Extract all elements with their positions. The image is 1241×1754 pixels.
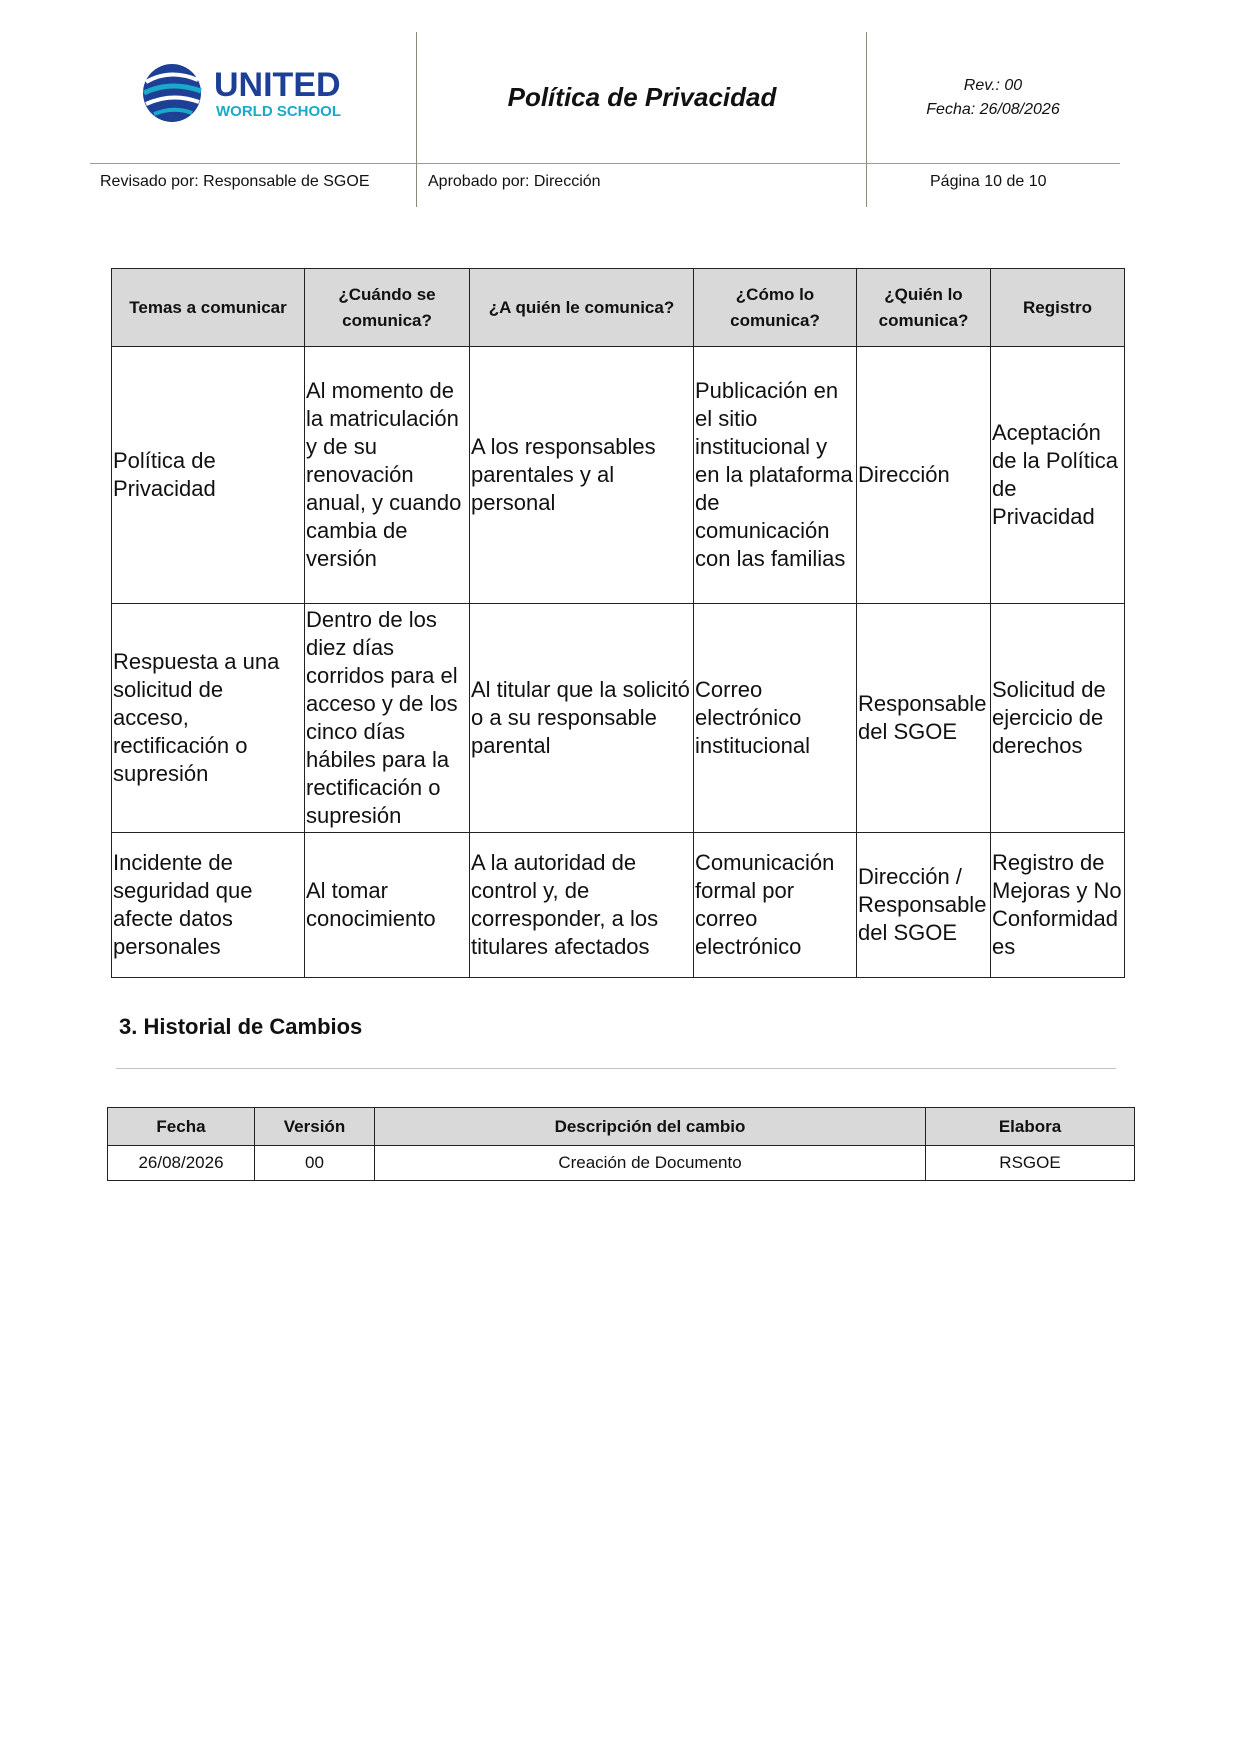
table-cell: Dirección / Responsable del SGOE: [857, 833, 991, 978]
table-cell: Dirección: [857, 347, 991, 604]
table-cell: Respuesta a una solicitud de acceso, rectificación o supresión: [112, 604, 305, 833]
table-cell: Al momento de la matriculación y de su renovación anual, y cuando cambia de versión: [305, 347, 470, 604]
approved-by: Aprobado por: Dirección: [428, 173, 601, 190]
reviewed-by: Revisado por: Responsable de SGOE: [100, 173, 370, 190]
table-cell: Responsable del SGOE: [857, 604, 991, 833]
header-cell: Versión: [255, 1108, 375, 1146]
header-cell: Descripción del cambio: [375, 1108, 926, 1146]
table-cell: Solicitud de ejercicio de derechos: [991, 604, 1125, 833]
communication-table: [111, 268, 1125, 978]
table-cell: Al tomar conocimiento: [305, 833, 470, 978]
header-cell: ¿A quién le comunica?: [470, 269, 694, 347]
history-row: [108, 1146, 1135, 1181]
table-cell: Registro de Mejoras y No Conformidades: [991, 833, 1125, 978]
header-rule: [90, 163, 1120, 164]
table-cell: Comunicación formal por correo electrónico: [694, 833, 857, 978]
globe-logo-icon: [140, 58, 370, 128]
document-title: Política de Privacidad: [507, 81, 777, 112]
history-header-row: [108, 1108, 1135, 1146]
section-rule: [116, 1068, 1116, 1069]
header-divider-right: [866, 32, 867, 207]
school-logo: [140, 58, 370, 128]
section-title: 3. Historial de Cambios: [119, 1014, 363, 1039]
logo-brand: UNITED: [214, 66, 341, 104]
header-cell: ¿Cuándo se comunica?: [305, 269, 470, 347]
table-row: [112, 604, 1125, 833]
logo-tagline: WORLD SCHOOL: [216, 103, 341, 120]
revision-number: Rev.: 00: [963, 77, 1023, 94]
table-cell: A la autoridad de control y, de corresponder, a los titulares afectados: [470, 833, 694, 978]
history-table: [107, 1107, 1135, 1181]
table-cell: Al titular que la solicitó o a su responsable parental: [470, 604, 694, 833]
header-cell: ¿Quién lo comunica?: [857, 269, 991, 347]
revision-date: Fecha: 26/08/2026: [926, 101, 1060, 118]
header-divider-left: [416, 32, 417, 207]
header-cell: Temas a comunicar: [112, 269, 305, 347]
table-cell: 00: [255, 1146, 375, 1181]
table-cell: RSGOE: [926, 1146, 1135, 1181]
table-cell: Publicación en el sitio institucional y en la plataforma de comunicación con las familias: [694, 347, 857, 604]
header-cell: ¿Cómo lo comunica?: [694, 269, 857, 347]
table-cell: Creación de Documento: [375, 1146, 926, 1181]
table-cell: A los responsables parentales y al personal: [470, 347, 694, 604]
header-cell: Elabora: [926, 1108, 1135, 1146]
page-number: Página 10 de 10: [930, 173, 1047, 190]
revision-box: [870, 74, 1116, 122]
header-cell: Fecha: [108, 1108, 255, 1146]
table-row: [112, 347, 1125, 604]
table-row: [112, 833, 1125, 978]
table-cell: Aceptación de la Política de Privacidad: [991, 347, 1125, 604]
table-cell: Dentro de los diez días corridos para el acceso y de los cinco días hábiles para la rectificación o supresión: [305, 604, 470, 833]
table-cell: Correo electrónico institucional: [694, 604, 857, 833]
table-cell: Política de Privacidad: [112, 347, 305, 604]
table-cell: 26/08/2026: [108, 1146, 255, 1181]
header-cell: Registro: [991, 269, 1125, 347]
table-cell: Incidente de seguridad que afecte datos personales: [112, 833, 305, 978]
table-header-row: [112, 269, 1125, 347]
